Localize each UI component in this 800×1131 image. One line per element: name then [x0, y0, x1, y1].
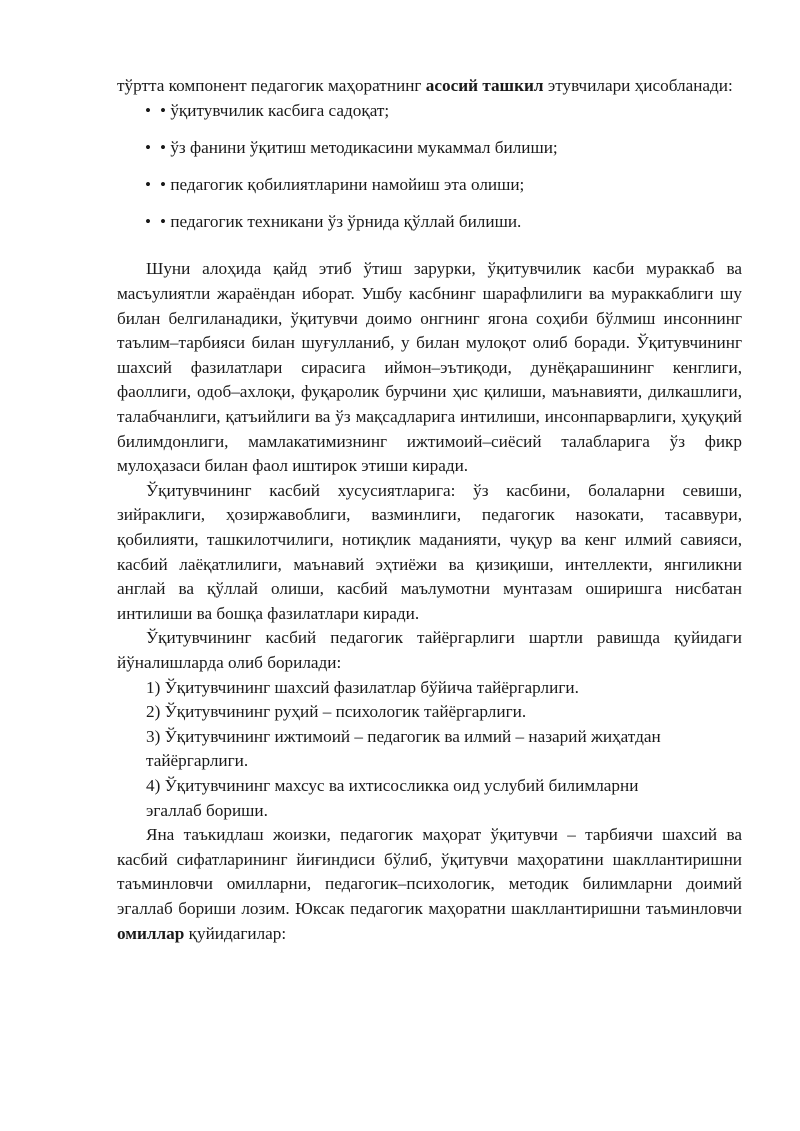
numbered-item-continuation: эгаллаб бориши.	[146, 800, 268, 820]
list-item-text: • педагогик қобилиятларини намойиш эта олиши;	[160, 174, 525, 194]
bullet-icon: •	[145, 211, 152, 231]
paragraph-teacher-qualities: Шуни алоҳида қайд этиб ўтиш зарурки, ўқитувчилик касби мураккаб ва масъулиятли жараёндан иборат. Ушбу касбнинг шарафлилиги ва мураккаблиги шу билан белгиланадики, ўқитувчи доимо онгнинг ягона соҳиби бўлмиш инсоннинг таълим–тарбияси билан шуғулланиб, у билан мулоқот олиб боради. Ўқитувчининг шахсий фазилатлари сирасига иймон–эътиқоди, дунёқарашининг кенглиги, фаоллиги, одоб–ахлоқи, фуқаролик бурчини ҳис қилиши, маънавияти, дилкашлиги, талабчанлиги, қатъийлиги ва ўз мақсадларига интилиши, инсонпарварлиги, ҳуқуқий билимдонлиги, мамлакатимизнинг ижтимоий–сиёсий талабларига ўз фикр мулоҳазаси билан фаол иштирок этиши киради.	[117, 259, 742, 476]
bullet-icon: •	[145, 174, 152, 194]
numbered-item-continuation: тайёргарлиги.	[146, 751, 249, 771]
list-item-text: • ўз фанини ўқитиш методикасини мукаммал билиши;	[160, 137, 558, 157]
list-item	[117, 99, 742, 124]
conclusion-text: Яна таъкидлаш жоизки, педагогик маҳорат ўқитувчи – тарбиячи шахсий ва касбий сифатларининг йиғиндиси бўлиб, ўқитувчи маҳоратини шакллантиришни таъминловчи омилларни, педагогик–психологик, методик билимларни доимий эгаллаб бориши лозим. Юксак педагогик маҳоратни шакллантиришни таъминловчи	[117, 825, 742, 918]
paragraph-conclusion	[117, 823, 742, 946]
list-item-text: • педагогик техникани ўз ўрнида қўллай билиши.	[160, 211, 522, 231]
conclusion-bold-term: омиллар	[117, 923, 185, 943]
spacer	[117, 234, 742, 257]
paragraph-preparation-intro: Ўқитувчининг касбий педагогик тайёргарлиги шартли равишда қуйидаги йўналишларда олиб борилади:	[117, 628, 742, 672]
list-item	[117, 210, 742, 235]
bullet-list	[117, 99, 742, 235]
numbered-list	[117, 676, 742, 824]
bullet-icon: •	[145, 137, 152, 157]
document-page	[117, 74, 742, 946]
list-item-text: • ўқитувчилик касбига садоқат;	[160, 100, 390, 120]
intro-text: тўртта компонент педагогик маҳоратнинг	[117, 76, 426, 95]
numbered-item: 4) Ўқитувчининг махсус ва ихтисосликка оид услубий билимларни	[146, 775, 639, 795]
conclusion-text-end: қуйидагилар:	[184, 923, 287, 943]
paragraph-professional-traits: Ўқитувчининг касбий хусусиятларига: ўз касбини, болаларни севиши, зийраклиги, ҳозиржавоблиги, вазминлиги, педагогик назокати, тасаввури, қобилияти, ташкилотчилиги, нотиқлик маданияти, чуқур ва кенг илмий савияси, касбий лаёқатлилиги, маънавий эҳтиёжи ва қизиқиши, интеллекти, янгиликни англай ва қўллай олиши, касбий маълумотни мунтазам оширишга нисбатан интилиши ва бошқа фазилатлари киради.	[117, 480, 742, 623]
list-item	[117, 136, 742, 161]
intro-text-end: этувчилари ҳисобланади:	[543, 76, 733, 95]
numbered-item: 2) Ўқитувчининг руҳий – психологик тайёргарлиги.	[146, 702, 527, 722]
intro-bold-term: асосий ташкил	[425, 76, 544, 95]
numbered-item: 1) Ўқитувчининг шахсий фазилатлар бўйича тайёргарлиги.	[146, 677, 579, 697]
bullet-icon: •	[145, 100, 152, 120]
intro-paragraph	[117, 74, 742, 99]
numbered-item: 3) Ўқитувчининг ижтимоий – педагогик ва илмий – назарий жиҳатдан	[146, 726, 661, 746]
list-item	[117, 173, 742, 198]
